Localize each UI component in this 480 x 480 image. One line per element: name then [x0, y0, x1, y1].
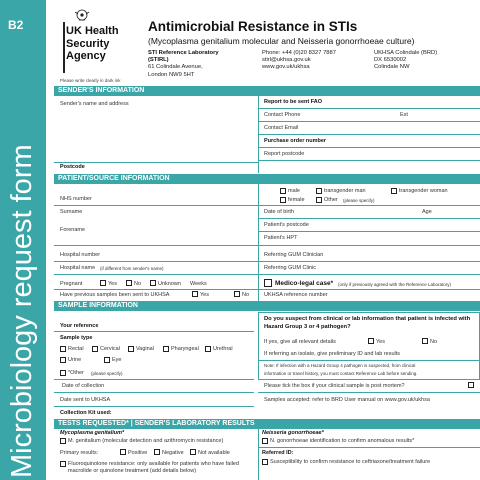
referred-id-label: Referred ID: [262, 450, 294, 456]
other-sample-note: (please specify) [91, 371, 123, 376]
medico-legal-label: Medico-legal case* [275, 280, 334, 287]
pharyngeal-checkbox[interactable] [163, 346, 169, 352]
nhs-number-label: NHS number [60, 196, 92, 202]
medico-legal-checkbox[interactable] [264, 279, 272, 287]
other-sample-checkbox[interactable] [60, 370, 66, 376]
section-patient: PATIENT/SOURCE INFORMATION [54, 174, 480, 184]
other-gender-checkbox[interactable] [316, 197, 322, 203]
not-available-label: Not available [198, 450, 230, 456]
cervical-label: Cervical [100, 346, 120, 352]
urethral-label: Urethral [213, 346, 233, 352]
pregnant-unknown-label: Unknown [158, 281, 181, 287]
eye-checkbox[interactable] [104, 357, 110, 363]
hospital-name-note: (if different from sender's name) [100, 266, 164, 271]
vaginal-checkbox[interactable] [128, 346, 134, 352]
hazard-question: Do you suspect from clinical or lab information that patient is infected with Hazard Group 3 or 4 pathogen? [264, 316, 471, 330]
section-tests: TESTS REQUESTED* | SENDER'S LABORATORY RESULTS [54, 419, 480, 429]
weeks-label: Weeks [190, 281, 207, 287]
mg-item-label: M. genitalium (molecular detection and azithromycin resistance) [68, 438, 224, 444]
transgender-woman-checkbox[interactable] [391, 188, 397, 194]
report-fao-label: Report to be sent FAO [264, 99, 323, 105]
postcode-label: Postcode [60, 164, 85, 170]
pregnant-label: Pregnant [60, 281, 83, 287]
lab-contact: Phone: +44 (0)20 8327 7887 stirl@ukhsa.gov.uk www.gov.uk/ukhsa [262, 50, 336, 71]
medico-legal-note: (only if previously agreed with the Reference Laboratory) [338, 282, 452, 287]
form-code: B2 [8, 18, 24, 32]
previous-samples-label: Have previous samples been sent to UKHSA [60, 292, 170, 298]
hospital-name-label: Hospital name [60, 265, 96, 271]
negative-checkbox[interactable] [154, 449, 160, 455]
lab-address: STI Reference Laboratory (STIRL) 61 Colindale Avenue, London NW9 5HT [148, 50, 219, 78]
gum-clinic-label: Referring GUM Clinic [264, 265, 316, 271]
rectal-checkbox[interactable] [60, 346, 66, 352]
ceftriaxone-label: Susceptibility to confirm resistance to ceftriaxone/treatment failure [270, 459, 431, 465]
mg-header: Mycoplasma genitalium* [60, 430, 125, 436]
male-label: male [288, 188, 300, 194]
pregnant-no-label: No [134, 281, 142, 287]
purchase-order-label: Purchase order number [264, 138, 327, 144]
urethral-checkbox[interactable] [205, 346, 211, 352]
pharyngeal-label: Pharyngeal [171, 346, 199, 352]
fluoroquinolone-checkbox[interactable] [60, 461, 66, 467]
pregnant-yes-label: Yes [108, 281, 117, 287]
contact-email-label: Contact Email [264, 125, 299, 131]
hazard-no-label: No [430, 339, 438, 345]
dob-label: Date of birth [264, 209, 294, 215]
not-available-checkbox[interactable] [190, 449, 196, 455]
hospital-number-label: Hospital number [60, 252, 101, 258]
pregnant-no-checkbox[interactable] [126, 280, 132, 286]
collection-kit-label: Collection Kit used: [60, 410, 112, 416]
fluoroquinolone-label: Fluoroquinolone resistance: only available for patients who have failed macrolide or quinolone treatment (add details below) [68, 461, 239, 474]
contact-phone-label: Contact Phone [264, 112, 301, 118]
positive-checkbox[interactable] [120, 449, 126, 455]
patient-postcode-label: Patient's postcode [264, 222, 309, 228]
previous-no-checkbox[interactable] [234, 291, 240, 297]
write-note: Please write clearly in dark ink [60, 78, 121, 83]
logo-text: UK Health Security Agency [66, 25, 119, 62]
hazard-yes-label: Yes [376, 339, 385, 345]
forename-label: Forename [60, 227, 86, 233]
pregnant-yes-checkbox[interactable] [100, 280, 106, 286]
date-sent-label: Date sent to UKHSA [60, 397, 111, 403]
hazard-yes-checkbox[interactable] [368, 338, 374, 344]
negative-label: Negative [162, 450, 184, 456]
section-sample: SAMPLE INFORMATION [54, 301, 480, 311]
previous-no-label: No [242, 292, 250, 298]
section-sender: SENDER'S INFORMATION [54, 86, 480, 96]
urine-checkbox[interactable] [60, 357, 66, 363]
other-gender-label: Other [324, 197, 338, 203]
other-gender-note: (please specify) [343, 198, 375, 203]
eye-label: Eye [112, 357, 122, 363]
side-title: Microbiology request form [6, 144, 38, 478]
gum-clinician-label: Referring GUM Clinician [264, 252, 324, 258]
ng-checkbox[interactable] [262, 438, 268, 444]
org-address: UKHSA Colindale (BRD) DX 6530002 Colindale NW [374, 50, 438, 71]
hazard-note-line2: information or travel history, you must contact Reference Lab before sending. [264, 371, 418, 376]
ng-item-label: N. gonorrhoeae identification to confirm anomalous results* [270, 438, 415, 444]
patient-hpt-label: Patient's HPT [264, 235, 298, 241]
primary-results-label: Primary results: [60, 450, 99, 456]
hazard-note-line1: Note: If infection with a Hazard Group 4 pathogen is suspected, from clinical [264, 363, 416, 368]
ng-header: Neisseria gonorrhoeae* [262, 430, 324, 436]
transgender-man-label: transgender man [324, 188, 366, 194]
post-mortem-label: Please tick the box if your clinical sample is post mortem? [264, 383, 405, 389]
report-postcode-label: Report postcode [264, 151, 305, 157]
hazard-no-checkbox[interactable] [422, 338, 428, 344]
logo-rule [63, 22, 65, 73]
transgender-man-checkbox[interactable] [316, 188, 322, 194]
ukhsa-logo [60, 7, 126, 75]
form-subtitle: (Mycoplasma genitalium molecular and Neisseria gonorrhoeae culture) [148, 36, 415, 46]
isolate-note: If referring an isolate, give preliminary ID and lab results [264, 351, 401, 357]
previous-yes-label: Yes [200, 292, 209, 298]
samples-accepted-text: Samples accepted: refer to BRD User manual on www.gov.uk/ukhsa [264, 397, 430, 403]
vaginal-label: Vaginal [136, 346, 154, 352]
age-label: Age [422, 209, 432, 215]
female-label: female [288, 197, 305, 203]
female-checkbox[interactable] [280, 197, 286, 203]
mg-checkbox[interactable] [60, 438, 66, 444]
ceftriaxone-checkbox[interactable] [262, 459, 268, 465]
side-bar [0, 0, 46, 480]
ext-label: Ext [400, 112, 408, 118]
pregnant-unknown-checkbox[interactable] [150, 280, 156, 286]
male-checkbox[interactable] [280, 188, 286, 194]
sample-type-label: Sample type [60, 335, 93, 341]
rectal-label: Rectal [68, 346, 84, 352]
ukhsa-reference-label: UKHSA reference number [264, 292, 328, 298]
surname-label: Surname [60, 209, 83, 215]
crest-icon [73, 8, 91, 22]
other-sample-label: *Other [68, 370, 84, 376]
cervical-checkbox[interactable] [92, 346, 98, 352]
form-title: Antimicrobial Resistance in STIs [148, 19, 358, 34]
previous-yes-checkbox[interactable] [192, 291, 198, 297]
if-yes-label: If yes, give all relevant details [264, 339, 336, 345]
transgender-woman-label: transgender woman [399, 188, 448, 194]
urine-label: Urine [68, 357, 82, 363]
sender-name-label: Sender's name and address [60, 101, 129, 107]
positive-label: Positive [128, 450, 148, 456]
post-mortem-checkbox[interactable] [468, 382, 474, 388]
collection-date-label: Date of collection [62, 383, 105, 389]
your-reference-label: Your reference [60, 323, 99, 329]
